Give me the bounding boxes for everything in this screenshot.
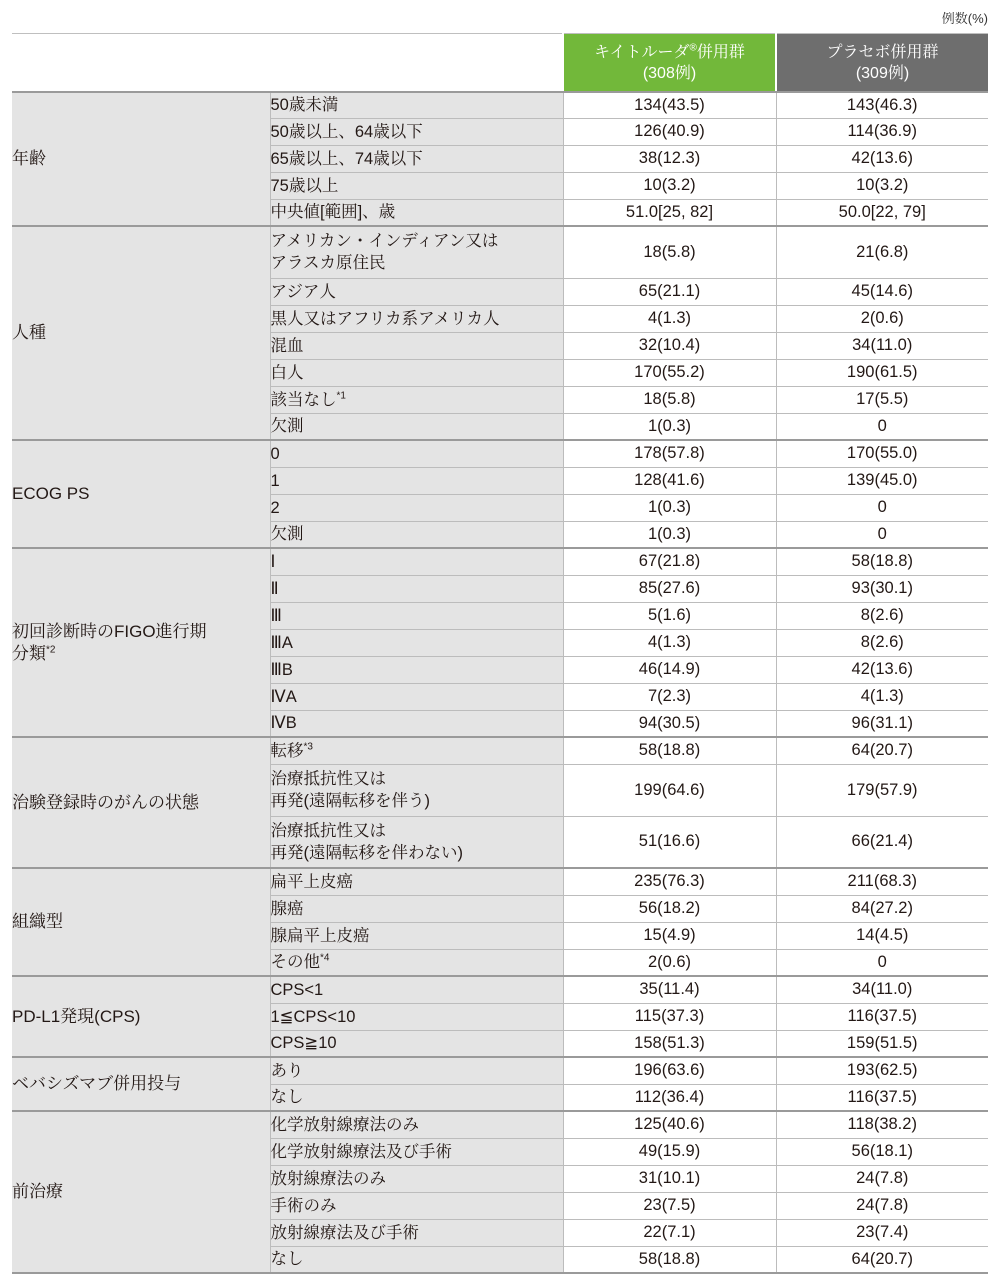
placebo-value: 4(1.3): [776, 683, 988, 710]
subcategory-label: 治療抵抗性又は: [270, 770, 386, 788]
subcategory-cell: [270, 922, 563, 949]
subcategory-label: 手術のみ: [270, 1196, 337, 1215]
subcategory-cell: [270, 199, 563, 226]
subcategory-cell: [270, 710, 563, 737]
placebo-value: 143(46.3): [776, 92, 988, 118]
placebo-value: 10(3.2): [776, 172, 988, 199]
subcategory-label: ⅣA: [270, 687, 297, 706]
keytruda-value: 126(40.9): [563, 118, 776, 145]
placebo-value: 58(18.8): [776, 548, 988, 575]
table-row: [12, 440, 988, 467]
subcategory-cell: [270, 976, 563, 1003]
subcategory-cell: [270, 656, 563, 683]
footnote-marker: *3: [303, 741, 313, 753]
keytruda-group-header: [563, 34, 776, 93]
subcategory-cell: [270, 118, 563, 145]
subcategory-label: 化学放射線療法及び手術: [270, 1142, 452, 1161]
placebo-value: 93(30.1): [776, 575, 988, 602]
subcategory-label: CPS≧10: [270, 1034, 337, 1053]
subcategory-label: あり: [270, 1061, 304, 1080]
placebo-value: 0: [776, 494, 988, 521]
subcategory-label: 2: [270, 498, 280, 517]
subcategory-cell: [270, 172, 563, 199]
placebo-value: 50.0[22, 79]: [776, 199, 988, 226]
subcategory-label: 1≦CPS<10: [270, 1007, 356, 1026]
subcategory-cell: [270, 737, 563, 764]
subcategory-cell: [270, 305, 563, 332]
subcategory-label: 放射線療法及び手術: [270, 1223, 419, 1242]
subcategory-label: Ⅲ: [270, 606, 282, 625]
category-cell: [12, 226, 270, 440]
table-header: [12, 34, 988, 93]
placebo-value: 14(4.5): [776, 922, 988, 949]
footnote-marker: *4: [320, 952, 330, 964]
keytruda-value: 4(1.3): [563, 629, 776, 656]
subcategory-label: 欠測: [270, 525, 304, 544]
keytruda-value: 1(0.3): [563, 521, 776, 548]
category-label: 年齢: [12, 149, 46, 168]
subcategory-label: 白人: [270, 363, 304, 382]
subcategory-cell: [270, 386, 563, 413]
placebo-value: 42(13.6): [776, 145, 988, 172]
category-label: PD-L1発現(CPS): [12, 1006, 141, 1026]
subcategory-label: 治療抵抗性又は: [270, 821, 386, 840]
footnote-marker: *2: [46, 643, 56, 655]
keytruda-value: 7(2.3): [563, 683, 776, 710]
subcategory-label: ⅣB: [270, 714, 297, 733]
placebo-value: 17(5.5): [776, 386, 988, 413]
subcategory-label: 欠測: [270, 417, 304, 436]
subcategory-label: 化学放射線療法のみ: [270, 1115, 419, 1134]
placebo-value: 56(18.1): [776, 1138, 988, 1165]
keytruda-value: 4(1.3): [563, 305, 776, 332]
subcategory-cell: [270, 1138, 563, 1165]
subcategory-cell: [270, 521, 563, 548]
subcategory-cell: [270, 226, 563, 278]
subcategory-label: 転移: [270, 741, 304, 760]
keytruda-value: 51(16.6): [563, 816, 776, 868]
subcategory-label: 該当なし: [270, 390, 337, 409]
subcategory-label: ⅢB: [270, 660, 293, 679]
keytruda-value: 134(43.5): [563, 92, 776, 118]
category-cell: [12, 440, 270, 548]
subcategory-label: ⅢA: [270, 633, 293, 652]
subcategory-cell: [270, 629, 563, 656]
subcategory-cell: [270, 548, 563, 575]
subcategory-cell: [270, 413, 563, 440]
placebo-value: 0: [776, 949, 988, 976]
subcategory-cell: [270, 764, 563, 816]
placebo-value: 8(2.6): [776, 602, 988, 629]
placebo-value: 23(7.4): [776, 1219, 988, 1246]
subcategory-label: 混血: [270, 336, 304, 355]
subcategory-label: 腺癌: [270, 899, 304, 918]
placebo-value: 45(14.6): [776, 278, 988, 305]
subcategory-label: なし: [270, 1088, 304, 1107]
subcategory-label-line2: 再発(遠隔転移を伴わない): [270, 843, 463, 862]
subcategory-label: 50歳未満: [270, 96, 339, 115]
placebo-value: 24(7.8): [776, 1192, 988, 1219]
placebo-value: 139(45.0): [776, 467, 988, 494]
keytruda-value: 56(18.2): [563, 895, 776, 922]
subcategory-label: アジア人: [270, 282, 336, 301]
placebo-value: 193(62.5): [776, 1057, 988, 1084]
category-cell: [12, 548, 270, 737]
placebo-value: 34(11.0): [776, 976, 988, 1003]
category-cell: [12, 868, 270, 976]
subcategory-cell: [270, 1111, 563, 1138]
subcategory-label: なし: [270, 1250, 304, 1269]
subcategory-label-line2: アラスカ原住民: [270, 254, 386, 273]
keytruda-value: 112(36.4): [563, 1084, 776, 1111]
keytruda-value: 23(7.5): [563, 1192, 776, 1219]
subcategory-label: 放射線療法のみ: [270, 1169, 386, 1188]
placebo-header-name: プラセボ併用群: [826, 43, 939, 61]
category-label: 組織型: [12, 912, 63, 931]
placebo-value: 116(37.5): [776, 1084, 988, 1111]
keytruda-value: 67(21.8): [563, 548, 776, 575]
keytruda-value: 58(18.8): [563, 1246, 776, 1273]
patient-characteristics-table: [12, 33, 988, 1274]
placebo-value: 8(2.6): [776, 629, 988, 656]
category-cell: [12, 976, 270, 1057]
table-row: [12, 1057, 988, 1084]
keytruda-value: 32(10.4): [563, 332, 776, 359]
subcategory-cell: [270, 1030, 563, 1057]
subcategory-cell: [270, 949, 563, 976]
subcategory-label: Ⅱ: [270, 579, 279, 598]
placebo-value: 116(37.5): [776, 1003, 988, 1030]
category-cell: [12, 737, 270, 868]
keytruda-value: 31(10.1): [563, 1165, 776, 1192]
keytruda-value: 235(76.3): [563, 868, 776, 895]
subcategory-cell: [270, 332, 563, 359]
subcategory-cell: [270, 1084, 563, 1111]
placebo-value: 96(31.1): [776, 710, 988, 737]
subcategory-cell: [270, 683, 563, 710]
keytruda-value: 170(55.2): [563, 359, 776, 386]
keytruda-value: 2(0.6): [563, 949, 776, 976]
placebo-value: 179(57.9): [776, 764, 988, 816]
placebo-value: 118(38.2): [776, 1111, 988, 1138]
subcategory-cell: [270, 440, 563, 467]
keytruda-value: 199(64.6): [563, 764, 776, 816]
keytruda-value: 58(18.8): [563, 737, 776, 764]
subcategory-label: その他: [270, 953, 320, 972]
table-body: [12, 92, 988, 1273]
keytruda-value: 65(21.1): [563, 278, 776, 305]
subcategory-label: 扁平上皮癌: [270, 872, 353, 891]
keytruda-value: 1(0.3): [563, 494, 776, 521]
footnote-marker: *1: [336, 390, 346, 401]
keytruda-value: 115(37.3): [563, 1003, 776, 1030]
keytruda-value: 15(4.9): [563, 922, 776, 949]
table-row: [12, 737, 988, 764]
category-label: ECOG PS: [12, 484, 90, 503]
keytruda-value: 85(27.6): [563, 575, 776, 602]
subcategory-label: 0: [270, 444, 280, 463]
keytruda-value: 18(5.8): [563, 386, 776, 413]
placebo-value: 84(27.2): [776, 895, 988, 922]
keytruda-header-suffix: 併用群: [696, 43, 745, 61]
subcategory-cell: [270, 494, 563, 521]
placebo-value: 2(0.6): [776, 305, 988, 332]
subcategory-label: アメリカン・インディアン又は: [270, 232, 499, 251]
subcategory-cell: [270, 895, 563, 922]
keytruda-value: 38(12.3): [563, 145, 776, 172]
subcategory-cell: [270, 278, 563, 305]
placebo-value: 170(55.0): [776, 440, 988, 467]
keytruda-value: 158(51.3): [563, 1030, 776, 1057]
placebo-group-header: [776, 34, 988, 93]
category-label-line2: 分類: [12, 643, 46, 663]
category-label: 治験登録時のがんの状態: [12, 792, 199, 812]
table-row: [12, 226, 988, 278]
placebo-value: 190(61.5): [776, 359, 988, 386]
keytruda-value: 196(63.6): [563, 1057, 776, 1084]
subcategory-cell: [270, 1192, 563, 1219]
subcategory-cell: [270, 359, 563, 386]
placebo-value: 24(7.8): [776, 1165, 988, 1192]
subcategory-cell: [270, 1057, 563, 1084]
placebo-value: 34(11.0): [776, 332, 988, 359]
subcategory-label: Ⅰ: [270, 552, 276, 571]
keytruda-value: 46(14.9): [563, 656, 776, 683]
subcategory-label: 腺扁平上皮癌: [270, 926, 370, 945]
keytruda-value: 5(1.6): [563, 602, 776, 629]
subcategory-cell: [270, 92, 563, 118]
subcategory-label: 75歳以上: [270, 176, 339, 195]
placebo-value: 66(21.4): [776, 816, 988, 868]
placebo-value: 21(6.8): [776, 226, 988, 278]
keytruda-value: 22(7.1): [563, 1219, 776, 1246]
subcategory-cell: [270, 868, 563, 895]
subcategory-cell: [270, 816, 563, 868]
keytruda-value: 51.0[25, 82]: [563, 199, 776, 226]
keytruda-value: 18(5.8): [563, 226, 776, 278]
keytruda-value: 49(15.9): [563, 1138, 776, 1165]
keytruda-header-count: (308例): [642, 64, 697, 82]
placebo-value: 159(51.5): [776, 1030, 988, 1057]
table-row: [12, 976, 988, 1003]
category-label: 人種: [12, 323, 46, 342]
subcategory-cell: [270, 1219, 563, 1246]
keytruda-header-name: キイトルーダ: [594, 43, 690, 61]
keytruda-value: 10(3.2): [563, 172, 776, 199]
category-cell: [12, 1111, 270, 1273]
category-label: 初回診断時のFIGO進行期: [12, 621, 207, 641]
table-row: [12, 1111, 988, 1138]
subcategory-cell: [270, 145, 563, 172]
subcategory-cell: [270, 1003, 563, 1030]
subcategory-label: CPS<1: [270, 980, 324, 999]
subcategory-cell: [270, 1165, 563, 1192]
category-label: ベバシズマブ併用投与: [12, 1074, 182, 1093]
placebo-value: 0: [776, 413, 988, 440]
category-cell: [12, 1057, 270, 1111]
placebo-header-count: (309例): [855, 64, 910, 82]
placebo-value: 211(68.3): [776, 868, 988, 895]
placebo-value: 42(13.6): [776, 656, 988, 683]
header-blank-cell: [12, 34, 563, 93]
subcategory-label-line2: 再発(遠隔転移を伴う): [270, 792, 430, 810]
placebo-value: 64(20.7): [776, 737, 988, 764]
subcategory-cell: [270, 602, 563, 629]
keytruda-value: 94(30.5): [563, 710, 776, 737]
keytruda-value: 128(41.6): [563, 467, 776, 494]
unit-label: 例数(%): [941, 11, 988, 26]
subcategory-cell: [270, 1246, 563, 1273]
keytruda-value: 125(40.6): [563, 1111, 776, 1138]
keytruda-value: 35(11.4): [563, 976, 776, 1003]
subcategory-label: 中央値[範囲]、歳: [270, 203, 396, 222]
keytruda-value: 1(0.3): [563, 413, 776, 440]
keytruda-value: 178(57.8): [563, 440, 776, 467]
category-cell: [12, 92, 270, 226]
subcategory-label: 黒人又はアフリカ系アメリカ人: [270, 309, 500, 328]
subcategory-cell: [270, 467, 563, 494]
table-row: [12, 92, 988, 118]
placebo-value: 114(36.9): [776, 118, 988, 145]
subcategory-label: 65歳以上、74歳以下: [270, 149, 423, 168]
subcategory-cell: [270, 575, 563, 602]
subcategory-label: 50歳以上、64歳以下: [270, 122, 423, 141]
category-label: 前治療: [12, 1182, 63, 1201]
registered-mark: ®: [689, 42, 697, 54]
placebo-value: 0: [776, 521, 988, 548]
table-row: [12, 868, 988, 895]
table-row: [12, 548, 988, 575]
placebo-value: 64(20.7): [776, 1246, 988, 1273]
subcategory-label: 1: [270, 471, 280, 490]
